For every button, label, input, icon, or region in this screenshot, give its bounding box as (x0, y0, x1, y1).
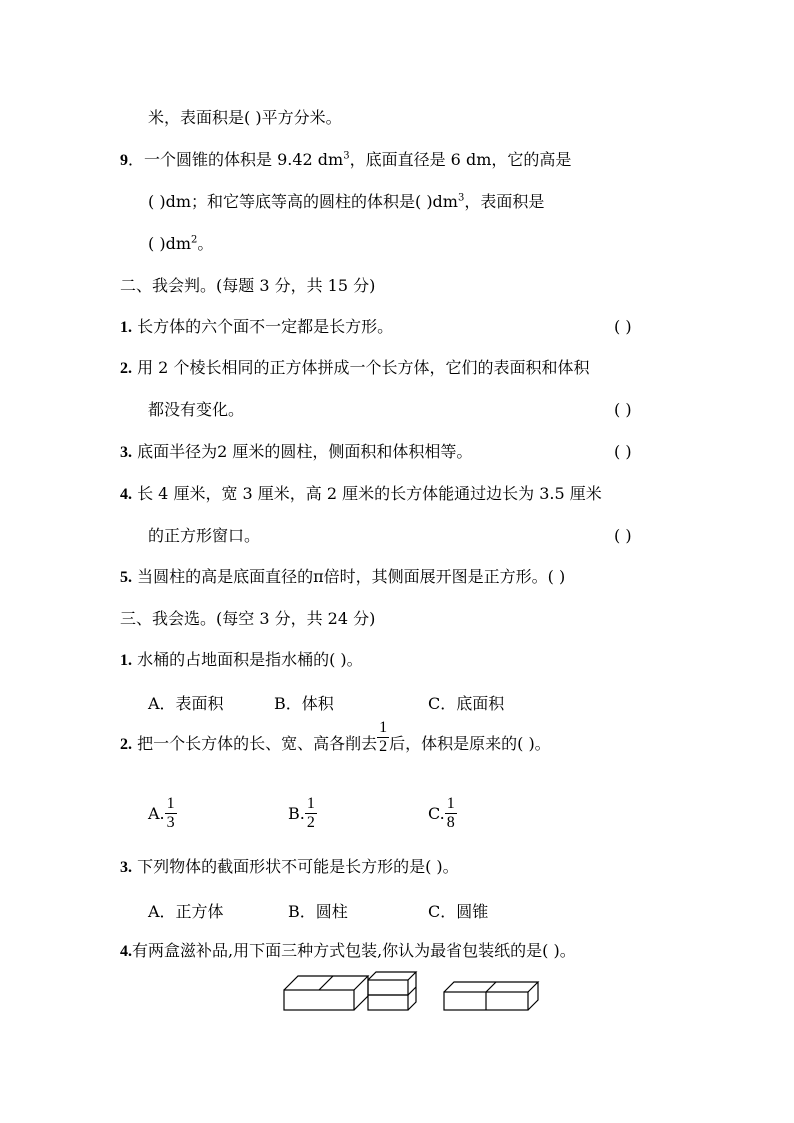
packaging-diagram (280, 968, 550, 1016)
section3-title: 三、我会选。(每空 3 分，共 24 分) (120, 609, 376, 628)
judge-item-4-cont: 的正方形窗口。 (148, 526, 261, 545)
q2-option-b[interactable]: B. $\frac{1}{2}$ (288, 795, 315, 831)
judge-item-4: 4. 长 4 厘米，宽 3 厘米，高 2 厘米的长方体能通过边长为 3.5 厘米 (120, 484, 602, 503)
q1-option-a[interactable]: A．表面积 (148, 694, 224, 713)
q1-option-b[interactable]: B．体积 (274, 694, 334, 713)
package-option-3-diagram (444, 982, 538, 1010)
q1-option-c[interactable]: C．底面积 (428, 694, 505, 713)
judge-item-2: 2. 用 2 个棱长相同的正方体拼成一个长方体，它们的表面积和体积 (120, 358, 590, 377)
judge-item-1: 1. 长方体的六个面不一定都是长方形。 (120, 317, 394, 336)
judge-blank-1[interactable]: ( ) (614, 317, 632, 336)
judge-item-2-cont: 都没有变化。 (148, 400, 245, 419)
section2-title: 二、我会判。(每题 3 分，共 15 分) (120, 276, 376, 295)
package-option-2-diagram (368, 972, 416, 1010)
q3-option-c[interactable]: C．圆锥 (428, 902, 489, 921)
fraction-half: $\frac{1}{2}$ (379, 719, 388, 755)
choice-q2: 2. 把一个长方体的长、宽、高各削去 $\frac{1}{2}$ 后，体积是原来的( )。 (120, 719, 551, 755)
line-q8-end: 米，表面积是( )平方分米。 (148, 108, 342, 127)
package-option-1-diagram (284, 976, 368, 1010)
choice-q4: 4.有两盒滋补品,用下面三种方式包装,你认为最省包装纸的是( )。 (120, 941, 576, 960)
judge-item-3: 3. 底面半径为2 厘米的圆柱，侧面积和体积相等。 (120, 442, 473, 461)
judge-blank-3[interactable]: ( ) (614, 442, 632, 461)
judge-blank-2[interactable]: ( ) (614, 400, 632, 419)
q2-option-c[interactable]: C. $\frac{1}{8}$ (428, 795, 455, 831)
choice-q3: 3. 下列物体的截面形状不可能是长方形的是( )。 (120, 857, 459, 876)
q3-option-a[interactable]: A．正方体 (148, 902, 224, 921)
choice-q1: 1. 水桶的占地面积是指水桶的( )。 (120, 650, 363, 669)
q9-line-3: ( )$dm^2$。 (148, 234, 214, 253)
q9-line-2: ( )dm；和它等底等高的圆柱的体积是( )$dm^3$，表面积是 (148, 192, 545, 211)
judge-blank-4[interactable]: ( ) (614, 526, 632, 545)
judge-item-5: 5. 当圆柱的高是底面直径的π倍时，其侧面展开图是正方形。( ) (120, 567, 566, 586)
q9-line-1: 9．一个圆锥的体积是 9.42 $dm^3$，底面直径是 6 dm，它的高是 (120, 150, 572, 169)
q2-option-a[interactable]: A. $\frac{1}{3}$ (148, 795, 175, 831)
q3-option-b[interactable]: B．圆柱 (288, 902, 348, 921)
